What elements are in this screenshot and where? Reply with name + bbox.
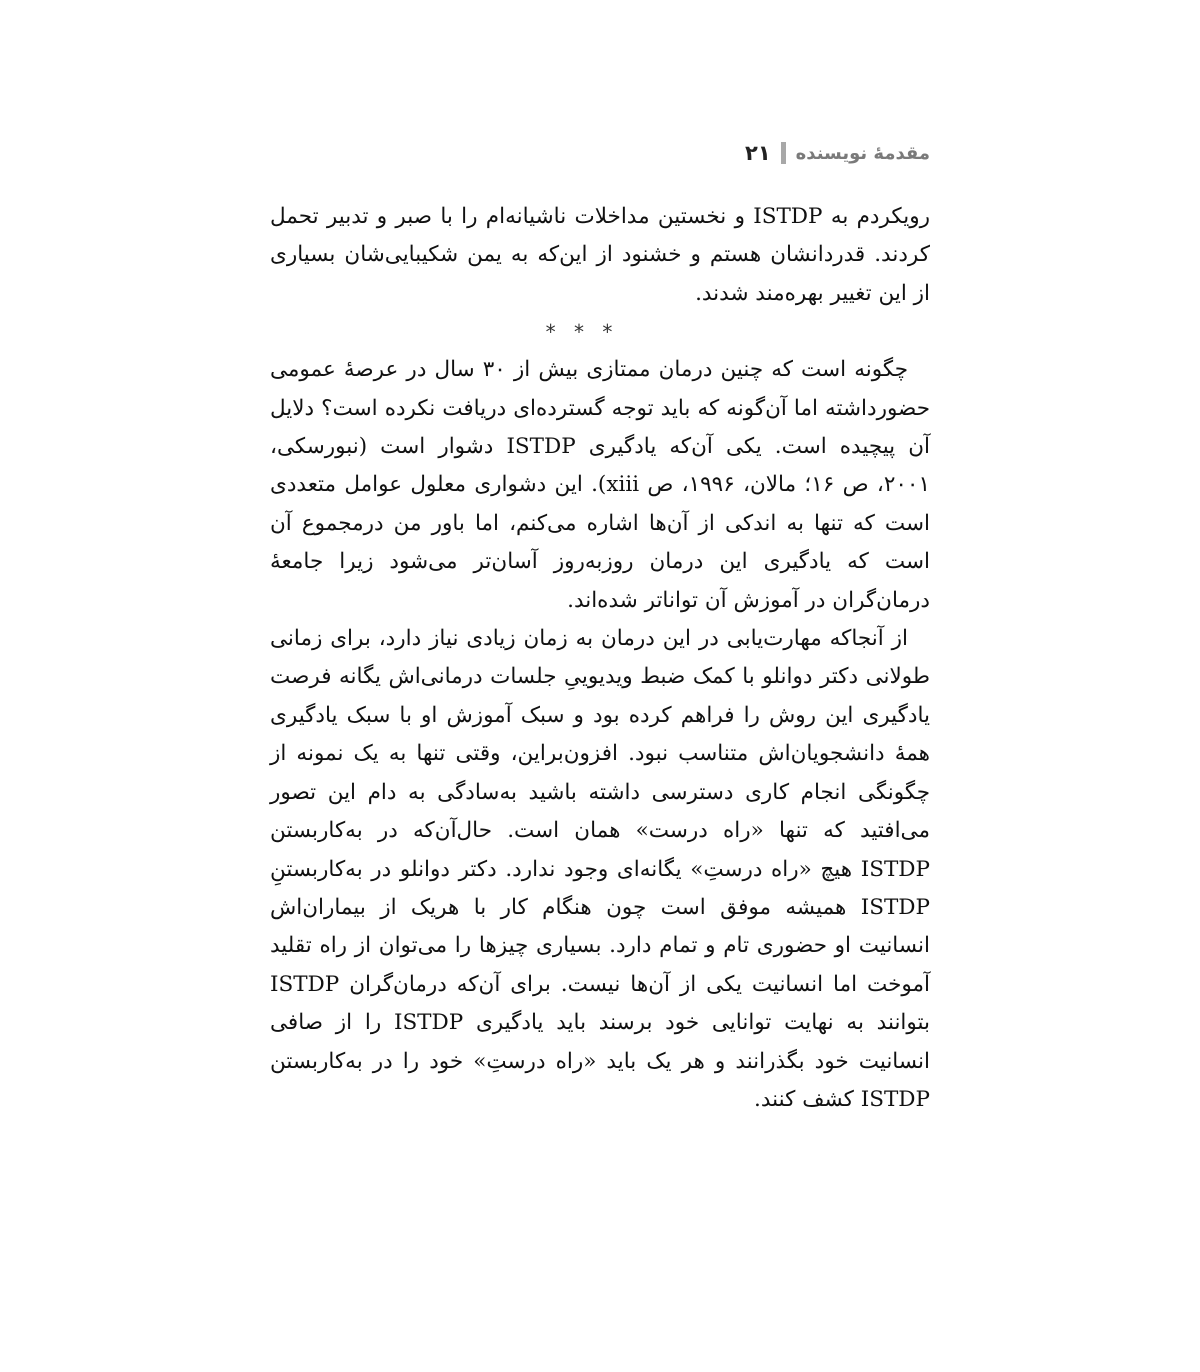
running-header <box>745 138 930 168</box>
paragraph-learning-istdp: از آنجاکه مهارت‌یابی در این درمان به زمان زیادی نیاز دارد، برای زمانی طولانی دکتر دوانلو با کمک ضبط ویدیوییِ جلسات درمانی‌اش یگانه فرصت یادگیری این روش را فراهم کرده بود و سبک آموزش او با سبک یادگیری همهٔ دانشجویان‌اش متناسب نبود. افزون‌براین، وقتی تنها به یک نمونه از چگونگی انجام کاری دسترسی داشته باشید به‌سادگی به دام این تصور می‌افتید که تنها «راه درست» همان است. حال‌آن‌که در به‌کاربستن ISTDP هیچ «راه درستِ» یگانه‌ای وجود ندارد. دکتر دوانلو در به‌کاربستنِ ISTDP همیشه موفق است چون هنگام کار با هریک از بیماران‌اش انسانیت او حضوری تام و تمام دارد. بسیاری چیزها را می‌توان از راه تقلید آموخت اما انسانیت یکی از آن‌ها نیست. برای آن‌که درمان‌گران ISTDP بتوانند به نهایت توانایی خود برسند باید یادگیری ISTDP را از صافی انسانیت خود بگذرانند و هر یک باید «راه درستِ» خود را در به‌کاربستن ISTDP کشف کنند. <box>270 626 930 1112</box>
paragraph-why-istdp: چگونه است که چنین درمان ممتازی بیش از ۳۰ سال در عرصهٔ عمومی حضورداشته اما آن‌گونه که باید توجه گسترده‌ای دریافت نکرده است؟ دلایل آن پیچیده است. یکی آن‌که یادگیری ISTDP دشوار است (نبورسکی، ۲۰۰۱، ص ۱۶؛ مالان، ۱۹۹۶، ص xiii). این دشواری معلول عوامل متعددی است که تنها به اندکی از آن‌ها اشاره می‌کنم، اما باور من درمجموع آن است که یادگیری این درمان روزبه‌روز آسان‌تر می‌شود زیرا جامعهٔ درمان‌گران در آموزش آن تواناتر شده‌اند. <box>270 357 931 613</box>
body-text <box>270 198 930 1119</box>
section-separator: * * * <box>545 320 619 345</box>
page-number: ۲۱ <box>745 141 771 165</box>
header-divider-bar <box>781 142 786 164</box>
chapter-title: مقدمهٔ نویسنده <box>795 142 930 164</box>
paragraph-continued: رویکردم به ISTDP و نخستین مداخلات ناشیانه‌ام را با صبر و تدبیر تحمل کردند. قدردانشان هستم و خشنود از این‌که به یمن شکیبایی‌شان بسیاری از این تغییر بهره‌مند شدند. <box>270 204 930 306</box>
